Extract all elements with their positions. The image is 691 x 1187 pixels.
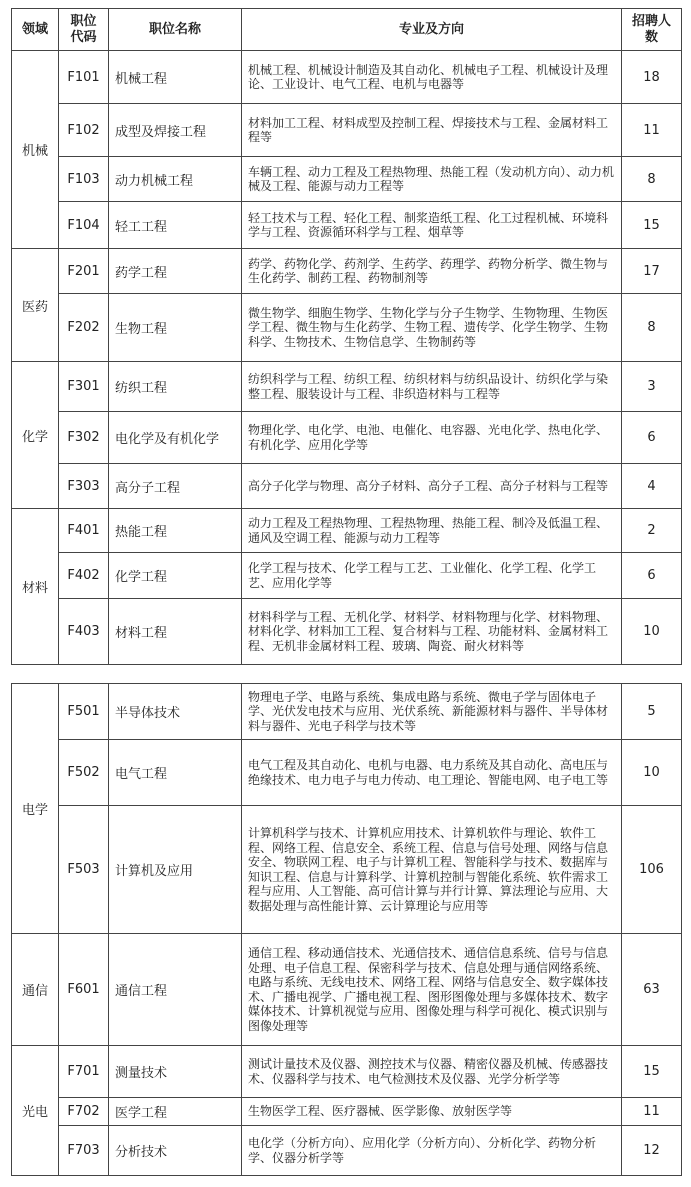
table-row <box>12 464 682 509</box>
area-cell: 光电 <box>12 1046 59 1176</box>
major-cell: 材料科学与工程、无机化学、材料学、材料物理与化学、材料物理、材料化学、材料加工工程、复合材料与工程、功能材料、金属材料工程、无机非金属材料工程、玻璃、陶瓷、耐火材料等 <box>242 599 622 665</box>
header-code: 职位代码 <box>59 9 109 51</box>
major-cell: 材料加工工程、材料成型及控制工程、焊接技术与工程、金属材料工程等 <box>242 104 622 157</box>
name-cell: 半导体技术 <box>109 684 242 740</box>
major-cell: 纺织科学与工程、纺织工程、纺织材料与纺织品设计、纺织化学与染整工程、服装设计与工程、非织造材料与工程等 <box>242 362 622 412</box>
major-cell: 物理化学、电化学、电池、电催化、电容器、光电化学、热电化学、有机化学、应用化学等 <box>242 412 622 464</box>
major-cell: 电化学（分析方向）、应用化学（分析方向）、分析化学、药物分析学、仪器分析学等 <box>242 1126 622 1176</box>
name-cell: 材料工程 <box>109 599 242 665</box>
name-cell: 生物工程 <box>109 294 242 362</box>
count-cell: 11 <box>622 1098 682 1126</box>
area-cell: 化学 <box>12 362 59 509</box>
name-cell: 成型及焊接工程 <box>109 104 242 157</box>
count-cell: 8 <box>622 157 682 202</box>
table-row <box>12 51 682 104</box>
table-row <box>12 1098 682 1126</box>
code-cell: F302 <box>59 412 109 464</box>
area-cell: 材料 <box>12 509 59 665</box>
count-cell: 15 <box>622 1046 682 1098</box>
table-row <box>12 740 682 806</box>
table-row <box>12 202 682 249</box>
header-row <box>12 9 682 51</box>
name-cell: 分析技术 <box>109 1126 242 1176</box>
name-cell: 电化学及有机化学 <box>109 412 242 464</box>
table-row <box>12 599 682 665</box>
name-cell: 机械工程 <box>109 51 242 104</box>
major-cell: 动力工程及工程热物理、工程热物理、热能工程、制冷及低温工程、通风及空调工程、能源与动力工程等 <box>242 509 622 553</box>
header-major: 专业及方向 <box>242 9 622 51</box>
table-row <box>12 934 682 1046</box>
count-cell: 11 <box>622 104 682 157</box>
area-cell: 通信 <box>12 934 59 1046</box>
header-area: 领域 <box>12 9 59 51</box>
area-cell: 机械 <box>12 51 59 249</box>
name-cell: 计算机及应用 <box>109 806 242 934</box>
count-cell: 18 <box>622 51 682 104</box>
major-cell: 物理电子学、电路与系统、集成电路与系统、微电子学与固体电子学、光伏发电技术与应用、光伏系统、新能源材料与器件、半导体材料与器件、光电子科学与技术等 <box>242 684 622 740</box>
code-cell: F401 <box>59 509 109 553</box>
table-row <box>12 362 682 412</box>
major-cell: 计算机科学与技术、计算机应用技术、计算机软件与理论、软件工程、网络工程、信息安全、系统工程、信息与信号处理、网络与信息安全、物联网工程、电子与计算机工程、智能科学与技术、数据库与知识工程、信息与计算科学、计算机控制与智能化系统、软件需求工程与应用、人工智能、高可信计算与并行计算、算法理论与应用、大数据处理与高性能计算、云计算理论与应用等 <box>242 806 622 934</box>
name-cell: 电气工程 <box>109 740 242 806</box>
table-row <box>12 1046 682 1098</box>
table-row <box>12 1126 682 1176</box>
count-cell: 5 <box>622 684 682 740</box>
major-cell: 生物医学工程、医疗器械、医学影像、放射医学等 <box>242 1098 622 1126</box>
code-cell: F503 <box>59 806 109 934</box>
major-cell: 微生物学、细胞生物学、生物化学与分子生物学、生物物理、生物医学工程、微生物与生化药学、生物工程、遗传学、化学生物学、生物科学、生物技术、生物信息学、生物制药等 <box>242 294 622 362</box>
major-cell: 药学、药物化学、药剂学、生药学、药理学、药物分析学、微生物与生化药学、制药工程、药物制剂等 <box>242 249 622 294</box>
name-cell: 轻工工程 <box>109 202 242 249</box>
count-cell: 6 <box>622 553 682 599</box>
name-cell: 热能工程 <box>109 509 242 553</box>
code-cell: F202 <box>59 294 109 362</box>
major-cell: 车辆工程、动力工程及工程热物理、热能工程（发动机方向）、动力机械及工程、能源与动力工程等 <box>242 157 622 202</box>
positions-table-2 <box>11 683 682 1176</box>
major-cell: 通信工程、移动通信技术、光通信技术、通信信息系统、信号与信息处理、电子信息工程、保密科学与技术、信息处理与通信网络系统、电路与系统、无线电技术、网络工程、网络与信息安全、数字媒体技术、广播电视学、广播电视工程、图形图像处理与多媒体技术、数字媒体技术、计算机视觉与应用、图像处理与科学可视化、模式识别与图像处理等 <box>242 934 622 1046</box>
count-cell: 63 <box>622 934 682 1046</box>
code-cell: F501 <box>59 684 109 740</box>
code-cell: F502 <box>59 740 109 806</box>
code-cell: F601 <box>59 934 109 1046</box>
major-cell: 化学工程与技术、化学工程与工艺、工业催化、化学工程、化学工艺、应用化学等 <box>242 553 622 599</box>
count-cell: 2 <box>622 509 682 553</box>
count-cell: 106 <box>622 806 682 934</box>
table-row <box>12 553 682 599</box>
code-cell: F301 <box>59 362 109 412</box>
table-row <box>12 157 682 202</box>
count-cell: 15 <box>622 202 682 249</box>
table-row <box>12 412 682 464</box>
name-cell: 通信工程 <box>109 934 242 1046</box>
table-row <box>12 509 682 553</box>
count-cell: 6 <box>622 412 682 464</box>
header-name: 职位名称 <box>109 9 242 51</box>
name-cell: 高分子工程 <box>109 464 242 509</box>
major-cell: 高分子化学与物理、高分子材料、高分子工程、高分子材料与工程等 <box>242 464 622 509</box>
code-cell: F402 <box>59 553 109 599</box>
major-cell: 测试计量技术及仪器、测控技术与仪器、精密仪器及机械、传感器技术、仪器科学与技术、电气检测技术及仪器、光学分析学等 <box>242 1046 622 1098</box>
name-cell: 动力机械工程 <box>109 157 242 202</box>
count-cell: 8 <box>622 294 682 362</box>
header-count: 招聘人数 <box>622 9 682 51</box>
count-cell: 10 <box>622 740 682 806</box>
count-cell: 10 <box>622 599 682 665</box>
positions-table-1 <box>11 8 682 665</box>
table-row <box>12 294 682 362</box>
name-cell: 化学工程 <box>109 553 242 599</box>
code-cell: F702 <box>59 1098 109 1126</box>
code-cell: F703 <box>59 1126 109 1176</box>
code-cell: F104 <box>59 202 109 249</box>
major-cell: 轻工技术与工程、轻化工程、制浆造纸工程、化工过程机械、环境科学与工程、资源循环科学与工程、烟草等 <box>242 202 622 249</box>
code-cell: F201 <box>59 249 109 294</box>
code-cell: F701 <box>59 1046 109 1098</box>
code-cell: F101 <box>59 51 109 104</box>
table-row <box>12 104 682 157</box>
code-cell: F403 <box>59 599 109 665</box>
code-cell: F303 <box>59 464 109 509</box>
area-cell: 医药 <box>12 249 59 362</box>
count-cell: 17 <box>622 249 682 294</box>
count-cell: 4 <box>622 464 682 509</box>
area-cell: 电学 <box>12 684 59 934</box>
table-row <box>12 806 682 934</box>
code-cell: F102 <box>59 104 109 157</box>
table-row <box>12 249 682 294</box>
major-cell: 电气工程及其自动化、电机与电器、电力系统及其自动化、高电压与绝缘技术、电力电子与电力传动、电工理论、智能电网、电子电工等 <box>242 740 622 806</box>
name-cell: 纺织工程 <box>109 362 242 412</box>
name-cell: 测量技术 <box>109 1046 242 1098</box>
major-cell: 机械工程、机械设计制造及其自动化、机械电子工程、机械设计及理论、工业设计、电气工程、电机与电器等 <box>242 51 622 104</box>
table-row <box>12 684 682 740</box>
count-cell: 12 <box>622 1126 682 1176</box>
name-cell: 医学工程 <box>109 1098 242 1126</box>
count-cell: 3 <box>622 362 682 412</box>
name-cell: 药学工程 <box>109 249 242 294</box>
code-cell: F103 <box>59 157 109 202</box>
